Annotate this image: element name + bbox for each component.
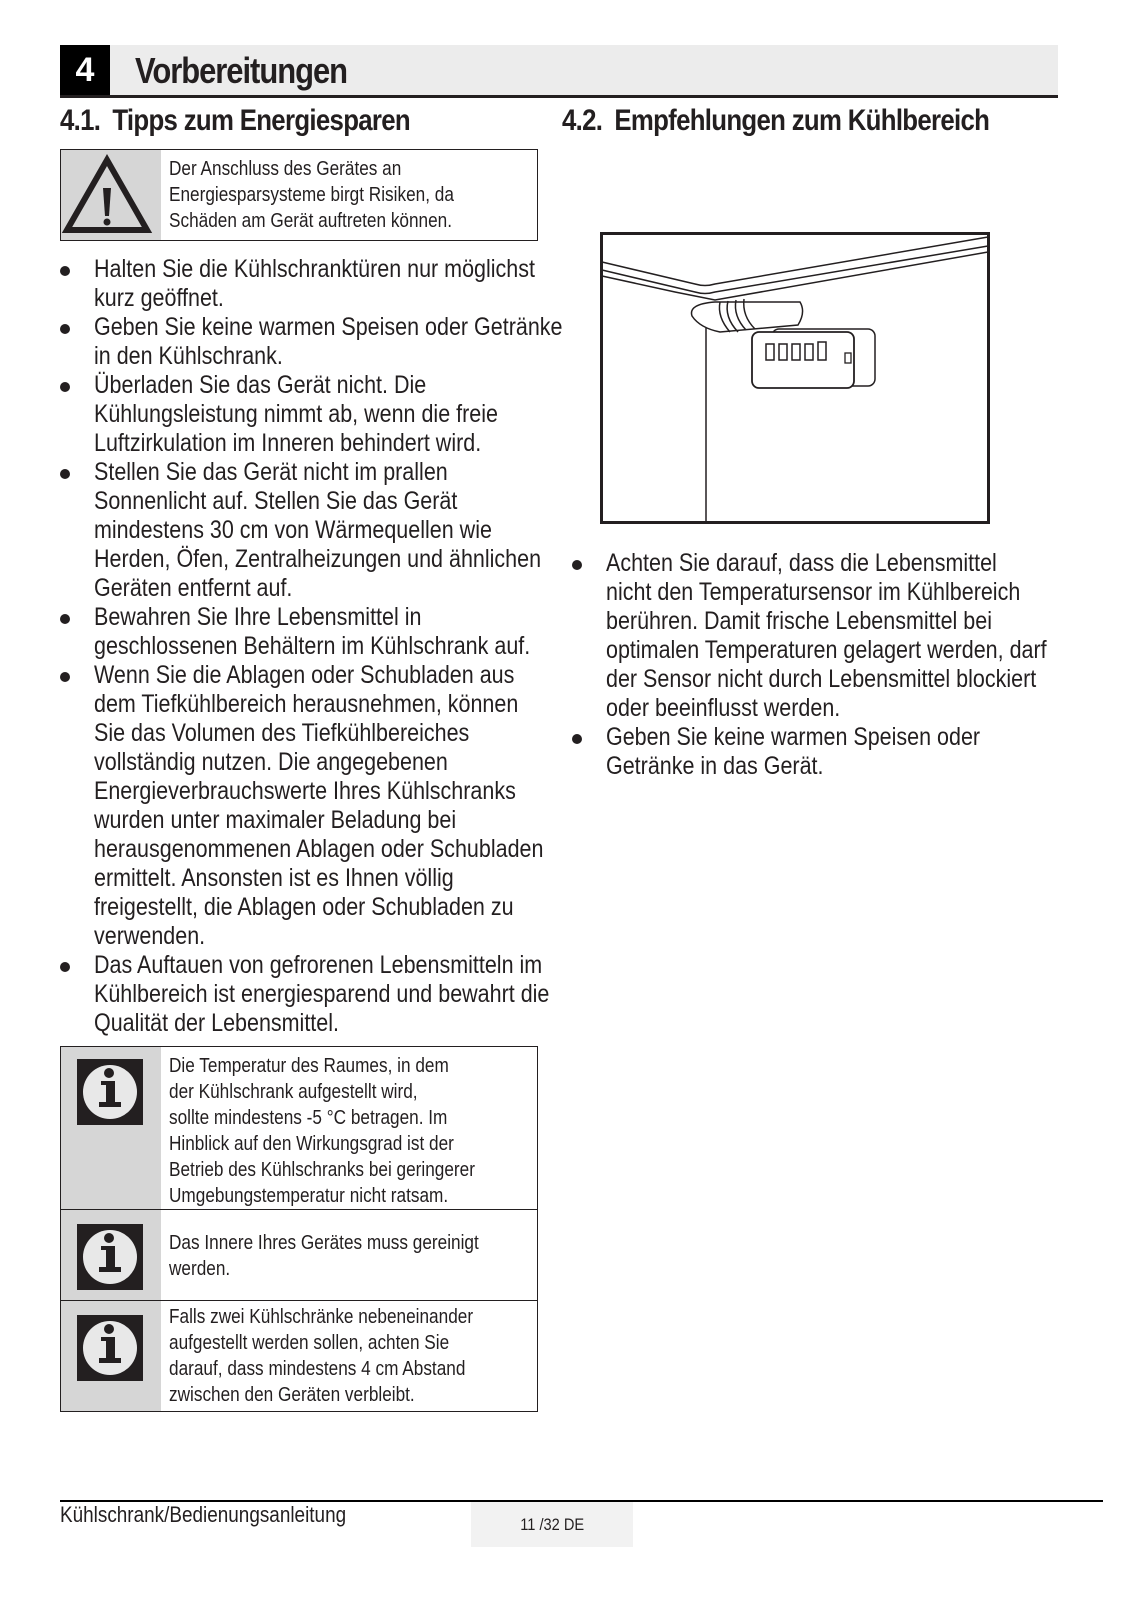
list-line: mindestens 30 cm von Wärmequellen wie bbox=[94, 516, 492, 544]
info-icon-cell bbox=[61, 1047, 161, 1209]
list-line: Wenn Sie die Ablagen oder Schubladen aus bbox=[94, 661, 515, 689]
list-item bbox=[60, 603, 550, 661]
bullet-icon bbox=[572, 560, 582, 570]
info-line: darauf, dass mindestens 4 cm Abstand bbox=[169, 1358, 466, 1380]
list-line: Geben Sie keine warmen Speisen oder Getränke bbox=[94, 313, 563, 341]
info-text bbox=[161, 1047, 533, 1209]
section-4-1-heading bbox=[60, 104, 410, 138]
chapter-header bbox=[60, 45, 1058, 98]
info-icon-cell bbox=[61, 1210, 161, 1300]
list-line: wurden unter maximaler Beladung bei bbox=[94, 806, 457, 834]
list-item bbox=[60, 371, 550, 458]
warning-line: Energiesparsysteme birgt Risiken, da bbox=[169, 184, 454, 206]
section-4-2-heading bbox=[562, 104, 989, 138]
list-line: Qualität der Lebensmittel. bbox=[94, 1009, 340, 1037]
page-number bbox=[471, 1502, 633, 1547]
list-item bbox=[60, 951, 550, 1038]
temperature-sensor-illustration bbox=[600, 232, 990, 524]
warning-icon-cell bbox=[61, 150, 161, 240]
list-line: verwenden. bbox=[94, 922, 206, 950]
page-number-text: 11 /32 DE bbox=[520, 1515, 584, 1534]
bullet-icon bbox=[60, 962, 70, 972]
list-line: Kühlbereich ist energiesparend und bewahrt die bbox=[94, 980, 550, 1008]
list-line: Das Auftauen von gefrorenen Lebensmitteln im bbox=[94, 951, 543, 979]
info-text bbox=[161, 1301, 531, 1411]
warning-text bbox=[161, 150, 508, 240]
list-line: Überladen Sie das Gerät nicht. Die bbox=[94, 371, 427, 399]
list-line: Sie das Volumen des Tiefkühlbereiches bbox=[94, 719, 470, 747]
bullet-icon bbox=[60, 266, 70, 276]
list-line: Luftzirkulation im Inneren behindert wird. bbox=[94, 429, 482, 457]
info-line: der Kühlschrank aufgestellt wird, bbox=[169, 1081, 418, 1103]
info-line: Betrieb des Kühlschranks bei geringerer bbox=[169, 1159, 475, 1181]
list-line: vollständig nutzen. Die angegebenen bbox=[94, 748, 448, 776]
list-line: Stellen Sie das Gerät nicht im prallen bbox=[94, 458, 448, 486]
info-line: aufgestellt werden sollen, achten Sie bbox=[169, 1332, 450, 1354]
info-note bbox=[60, 1046, 538, 1210]
info-icon bbox=[77, 1315, 143, 1381]
bullet-icon bbox=[60, 382, 70, 392]
list-line: oder beeinflusst werden. bbox=[606, 694, 841, 722]
info-note bbox=[60, 1300, 538, 1412]
list-line: kurz geöffnet. bbox=[94, 284, 224, 312]
info-line: Hinblick auf den Wirkungsgrad ist der bbox=[169, 1133, 454, 1155]
bullet-icon bbox=[572, 734, 582, 744]
section-number: 4.1. bbox=[60, 104, 101, 137]
list-line: Sonnenlicht auf. Stellen Sie das Gerät bbox=[94, 487, 458, 515]
list-line: Getränke in das Gerät. bbox=[606, 752, 824, 780]
section-number: 4.2. bbox=[562, 104, 603, 137]
list-line: freigestellt, die Ablagen oder Schubladen zu bbox=[94, 893, 514, 921]
info-line: Umgebungstemperatur nicht ratsam. bbox=[169, 1185, 449, 1207]
list-line: Halten Sie die Kühlschranktüren nur möglichst bbox=[94, 255, 535, 283]
chapter-number: 4 bbox=[60, 45, 110, 95]
info-line: Falls zwei Kühlschränke nebeneinander bbox=[169, 1306, 474, 1328]
list-line: Geräten entfernt auf. bbox=[94, 574, 293, 602]
info-line: zwischen den Geräten verbleibt. bbox=[169, 1384, 415, 1406]
warning-line: Schäden am Gerät auftreten können. bbox=[169, 210, 453, 232]
chapter-title: Vorbereitungen bbox=[135, 50, 348, 91]
list-line: Energieverbrauchswerte Ihres Kühlschranks bbox=[94, 777, 516, 805]
info-line: Das Innere Ihres Gerätes muss gereinigt bbox=[169, 1232, 479, 1254]
list-item bbox=[60, 313, 563, 371]
list-line: Geben Sie keine warmen Speisen oder bbox=[606, 723, 981, 751]
list-line: Herden, Öfen, Zentralheizungen und ähnlichen bbox=[94, 545, 542, 573]
info-text bbox=[161, 1210, 537, 1300]
warning-note bbox=[60, 149, 538, 241]
list-line: dem Tiefkühlbereich herausnehmen, können bbox=[94, 690, 519, 718]
list-item bbox=[572, 723, 1062, 781]
section-title: Tipps zum Energiesparen bbox=[112, 104, 411, 137]
list-line: in den Kühlschrank. bbox=[94, 342, 283, 370]
list-line: geschlossenen Behältern im Kühlschrank auf. bbox=[94, 632, 531, 660]
warning-line: Der Anschluss des Gerätes an bbox=[169, 158, 402, 180]
warning-triangle-icon bbox=[61, 150, 161, 240]
bullet-icon bbox=[60, 614, 70, 624]
bullet-icon bbox=[60, 324, 70, 334]
list-line: Kühlungsleistung nimmt ab, wenn die freie bbox=[94, 400, 498, 428]
energy-tips-list bbox=[60, 255, 563, 1038]
list-line: berühren. Damit frische Lebensmittel bei bbox=[606, 607, 992, 635]
footer-document-title: Kühlschrank/Bedienungsanleitung bbox=[60, 1502, 347, 1527]
info-line: Die Temperatur des Raumes, in dem bbox=[169, 1055, 449, 1077]
list-line: ermittelt. Ansonsten ist es Ihnen völlig bbox=[94, 864, 454, 892]
list-item bbox=[60, 255, 550, 313]
section-title: Empfehlungen zum Kühlbereich bbox=[614, 104, 990, 137]
info-line: sollte mindestens -5 °C betragen. Im bbox=[169, 1107, 448, 1129]
bullet-icon bbox=[60, 469, 70, 479]
list-line: optimalen Temperaturen gelagert werden, darf bbox=[606, 636, 1047, 664]
list-line: herausgenommenen Ablagen oder Schubladen bbox=[94, 835, 544, 863]
info-icon-cell bbox=[61, 1301, 161, 1411]
list-line: Bewahren Sie Ihre Lebensmittel in bbox=[94, 603, 422, 631]
list-line: Achten Sie darauf, dass die Lebensmittel bbox=[606, 549, 997, 577]
list-item bbox=[60, 458, 550, 603]
info-icon bbox=[77, 1059, 143, 1125]
list-line: der Sensor nicht durch Lebensmittel blockiert bbox=[606, 665, 1037, 693]
list-line: nicht den Temperatursensor im Kühlbereich bbox=[606, 578, 1021, 606]
bullet-icon bbox=[60, 672, 70, 682]
list-item bbox=[60, 661, 550, 951]
info-note bbox=[60, 1209, 538, 1301]
cooling-area-list bbox=[572, 549, 1062, 781]
info-icon bbox=[77, 1224, 143, 1290]
info-line: werden. bbox=[169, 1258, 231, 1280]
list-item bbox=[572, 549, 1062, 723]
